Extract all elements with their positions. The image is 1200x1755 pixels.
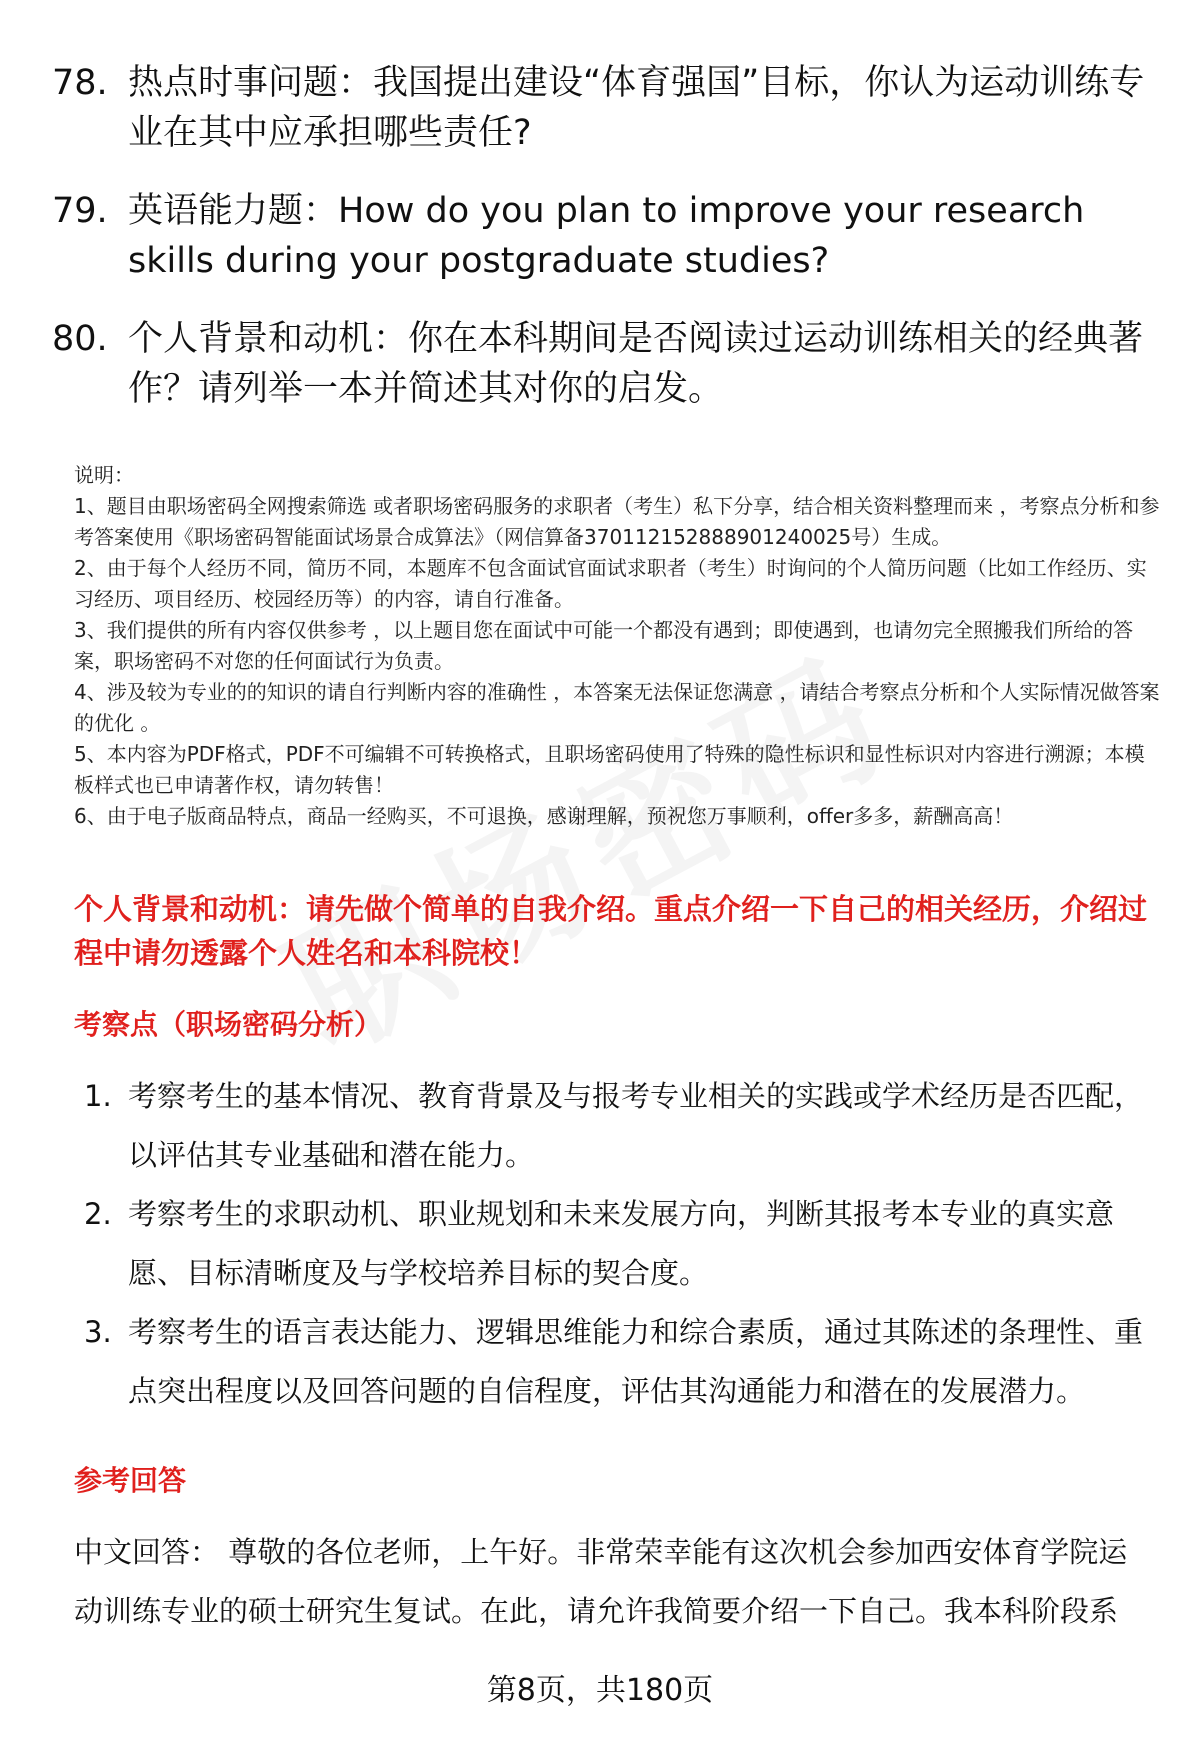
point-text: 考察考生的求职动机、职业规划和未来发展方向，判断其报考本专业的真实意愿、目标清晰度及与学校培养目标的契合度。 — [128, 1197, 1115, 1290]
featured-question: 个人背景和动机：请先做个简单的自我介绍。重点介绍一下自己的相关经历，介绍过程中请勿透露个人姓名和本科院校！ — [74, 892, 1148, 970]
point-text: 考察考生的语言表达能力、逻辑思维能力和综合素质，通过其陈述的条理性、重点突出程度以及回答问题的自信程度，评估其沟通能力和潜在的发展潜力。 — [128, 1315, 1144, 1408]
point-number: 2. — [84, 1197, 112, 1231]
notes-heading: 说明： — [74, 463, 134, 487]
analysis-points — [84, 1067, 1164, 1421]
question-text: 英语能力题：How do you plan to improve your research skills during your postgraduate studies? — [128, 191, 1085, 281]
question-number: 78. — [52, 63, 108, 103]
analysis-point — [84, 1303, 1164, 1421]
note-item: 5、本内容为PDF格式，PDF不可编辑不可转换格式，且职场密码使用了特殊的隐性标识和显性标识对内容进行溯源；本模板样式也已申请著作权，请勿转售！ — [74, 742, 1145, 797]
question-item — [52, 314, 1152, 414]
question-item — [52, 186, 1152, 286]
question-item — [52, 58, 1152, 158]
note-item: 2、由于每个人经历不同，简历不同，本题库不包含面试官面试求职者（考生）时询问的个人简历问题（比如工作经历、实习经历、项目经历、校园经历等）的内容，请自行准备。 — [74, 556, 1147, 611]
reference-answer: 中文回答： 尊敬的各位老师，上午好。非常荣幸能有这次机会参加西安体育学院运动训练专业的硕士研究生复试。在此，请允许我简要介绍一下自己。我本科阶段系 — [74, 1535, 1128, 1628]
note-item: 6、由于电子版商品特点，商品一经购买，不可退换，感谢理解，预祝您万事顺利，offer多多，薪酬高高！ — [74, 804, 1014, 828]
analysis-point — [84, 1185, 1164, 1303]
note-item: 4、涉及较为专业的的知识的请自行判断内容的准确性 ，本答案无法保证您满意 ，请结合考察点分析和个人实际情况做答案的优化 。 — [74, 680, 1160, 735]
note-item: 1、题目由职场密码全网搜索筛选 或者职场密码服务的求职者（考生）私下分享，结合相关资料整理而来 ，考察点分析和参考答案使用《职场密码智能面试场景合成算法》（网信算备370112152888901240025号）生成。 — [74, 494, 1160, 549]
question-text: 热点时事问题：我国提出建设“体育强国”目标，你认为运动训练专业在其中应承担哪些责任? — [128, 63, 1145, 153]
point-text: 考察考生的基本情况、教育背景及与报考专业相关的实践或学术经历是否匹配，以评估其专业基础和潜在能力。 — [128, 1079, 1144, 1172]
point-number: 3. — [84, 1315, 112, 1349]
analysis-point — [84, 1067, 1164, 1185]
analysis-title: 考察点（职场密码分析） — [74, 1008, 383, 1041]
note-item: 3、我们提供的所有内容仅供参考 ，以上题目您在面试中可能一个都没有遇到；即使遇到，也请勿完全照搬我们所给的答案，职场密码不对您的任何面试行为负责。 — [74, 618, 1134, 673]
question-number: 80. — [52, 319, 108, 359]
question-number: 79. — [52, 191, 108, 231]
page-number: 第8页，共180页 — [486, 1673, 714, 1708]
disclaimer-notes — [74, 460, 1160, 832]
reference-title: 参考回答 — [74, 1464, 187, 1497]
point-number: 1. — [84, 1079, 112, 1113]
question-text: 个人背景和动机：你在本科期间是否阅读过运动训练相关的经典著作？请列举一本并简述其对你的启发。 — [128, 319, 1144, 409]
question-list — [52, 58, 1152, 442]
